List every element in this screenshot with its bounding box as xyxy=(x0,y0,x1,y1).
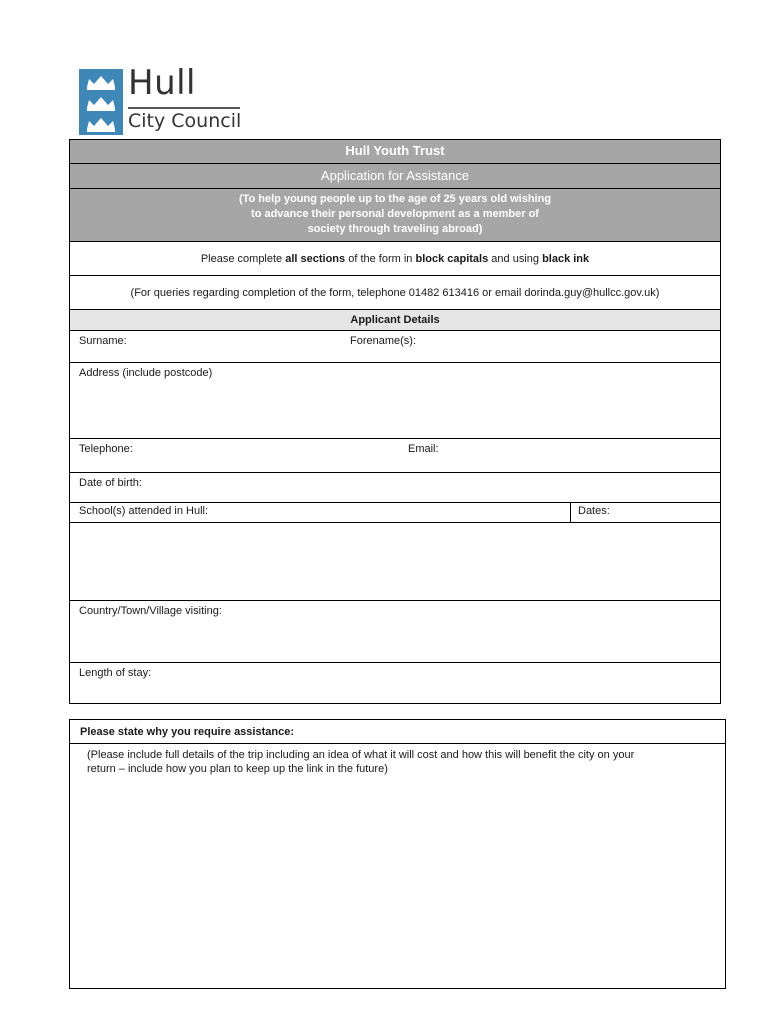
surname-label: Surname: xyxy=(79,335,127,347)
form-title: Hull Youth Trust xyxy=(345,143,445,158)
visiting-field[interactable] xyxy=(70,601,720,663)
queries-text: (For queries regarding completion of the form, telephone 01482 613416 or email dorinda.guy@hullcc.gov.uk) xyxy=(130,287,660,299)
purpose-line-2: to advance their personal development as a member of xyxy=(251,208,539,220)
address-field[interactable] xyxy=(70,363,720,439)
dob-field[interactable] xyxy=(70,473,720,503)
address-label: Address (include postcode) xyxy=(79,367,213,379)
form-title-row xyxy=(70,140,720,164)
logo-wordmark-hull: Hull xyxy=(128,63,197,103)
instructions-emphasis-sections: all sections xyxy=(285,253,346,265)
logo-divider xyxy=(128,107,240,109)
instructions-emphasis-capitals: block capitals xyxy=(415,253,489,265)
forenames-label: Forename(s): xyxy=(350,335,417,347)
applicant-details-header xyxy=(70,310,720,331)
name-row xyxy=(70,331,720,363)
instructions-text: and using xyxy=(488,253,543,265)
instructions-row xyxy=(70,242,720,276)
assistance-box[interactable] xyxy=(69,719,726,989)
contact-row xyxy=(70,439,720,473)
length-of-stay-label: Length of stay: xyxy=(79,667,152,679)
assistance-header xyxy=(70,720,725,744)
telephone-label: Telephone: xyxy=(79,443,133,455)
applicant-details-title: Applicant Details xyxy=(350,314,440,326)
assistance-title: Please state why you require assistance: xyxy=(80,726,294,738)
logo-wordmark-city-council: City Council xyxy=(128,110,242,132)
instructions-text: Please complete xyxy=(200,253,286,265)
email-label: Email: xyxy=(408,443,439,455)
instructions-emphasis-ink: black ink xyxy=(542,253,590,265)
hull-city-council-logo xyxy=(79,63,244,135)
schools-header-row xyxy=(70,503,720,523)
application-form xyxy=(69,139,721,704)
assistance-hint-line-2: return – include how you plan to keep up the link in the future) xyxy=(87,763,388,775)
visiting-label: Country/Town/Village visiting: xyxy=(79,605,222,617)
schools-label: School(s) attended in Hull: xyxy=(79,505,209,517)
schools-field[interactable] xyxy=(70,523,720,601)
dob-label: Date of birth: xyxy=(79,477,142,489)
instructions-text: of the form in xyxy=(345,253,416,265)
crown-shield-icon xyxy=(79,69,123,135)
dates-label: Dates: xyxy=(578,505,610,517)
purpose-line-3: society through traveling abroad) xyxy=(307,223,483,235)
purpose-line-1: (To help young people up to the age of 25 years old wishing xyxy=(238,193,552,205)
form-subtitle-row xyxy=(70,164,720,189)
form-subtitle: Application for Assistance xyxy=(320,168,470,183)
assistance-hint xyxy=(70,744,725,776)
length-of-stay-field[interactable] xyxy=(70,663,720,703)
queries-row xyxy=(70,276,720,310)
dates-divider xyxy=(570,503,571,522)
form-purpose-row xyxy=(70,189,720,242)
assistance-hint-line-1: (Please include full details of the trip including an idea of what it will cost and how this will benefit the city on your xyxy=(87,749,635,761)
